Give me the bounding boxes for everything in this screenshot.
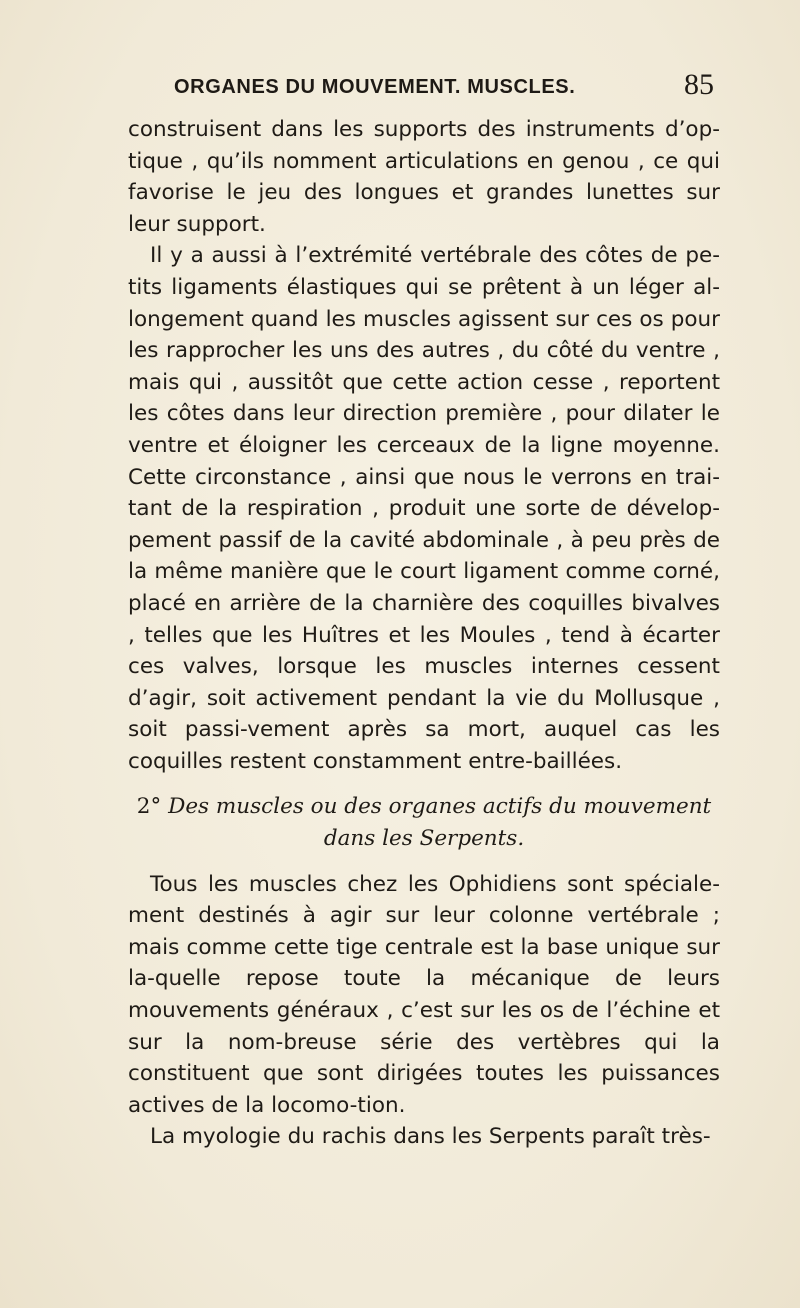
page-body xyxy=(128,114,720,1153)
section-number: 2° xyxy=(136,794,162,820)
paragraph-myologie: La myologie du rachis dans les Serpents paraît très- xyxy=(150,1124,711,1150)
paragraph-continued: construisent dans les supports des instruments d’op-tique , qu’ils nomment articulations en genou , ce qui favorise le jeu des longues et grandes lunettes sur leur support. xyxy=(128,117,720,237)
paragraph-ophidiens: Tous les muscles chez les Ophidiens sont spéciale-ment destinés à agir sur leur colonne vertébrale ; mais comme cette tige centrale est la base unique sur la-quelle repose toute la mécanique de leurs mouvements généraux , c’est sur les os de l’échine et sur la nom-breuse série des vertèbres qui la constituent que sont dirigées toutes les puissances actives de la locomo-tion. xyxy=(128,871,720,1118)
page-header xyxy=(128,68,720,110)
paragraph-ligaments: Il y a aussi à l’extrémité vertébrale des côtes de pe-tits ligaments élastiques qui se prêtent à un léger al-longement quand les muscles agissent sur ces os pour les rapprocher les uns des autres , du côté du ventre , mais qui , aussitôt que cette action cesse , reportent les côtes dans leur direction première , pour dilater le ventre et éloigner les cerceaux de la ligne moyenne. Cette circonstance , ainsi que nous le verrons en trai-tant de la respiration , produit une sorte de dévelop-pement passif de la cavité abdominale , à peu près de la même manière que le court ligament comme corné, placé en arrière de la charnière des coquilles bivalves , telles que les Huîtres et les Moules , tend à écarter ces valves, lorsque les muscles internes cessent d’agir, soit activement pendant la vie du Mollusque , soit passi-vement après sa mort, auquel cas les coquilles restent constamment entre-baillées. xyxy=(128,243,720,774)
page-number: 85 xyxy=(684,68,714,101)
running-head: ORGANES DU MOUVEMENT. MUSCLES. xyxy=(174,76,576,98)
section-heading xyxy=(128,791,720,854)
section-title-text: Des muscles ou des organes actifs du mouvement dans les Serpents. xyxy=(168,794,712,852)
